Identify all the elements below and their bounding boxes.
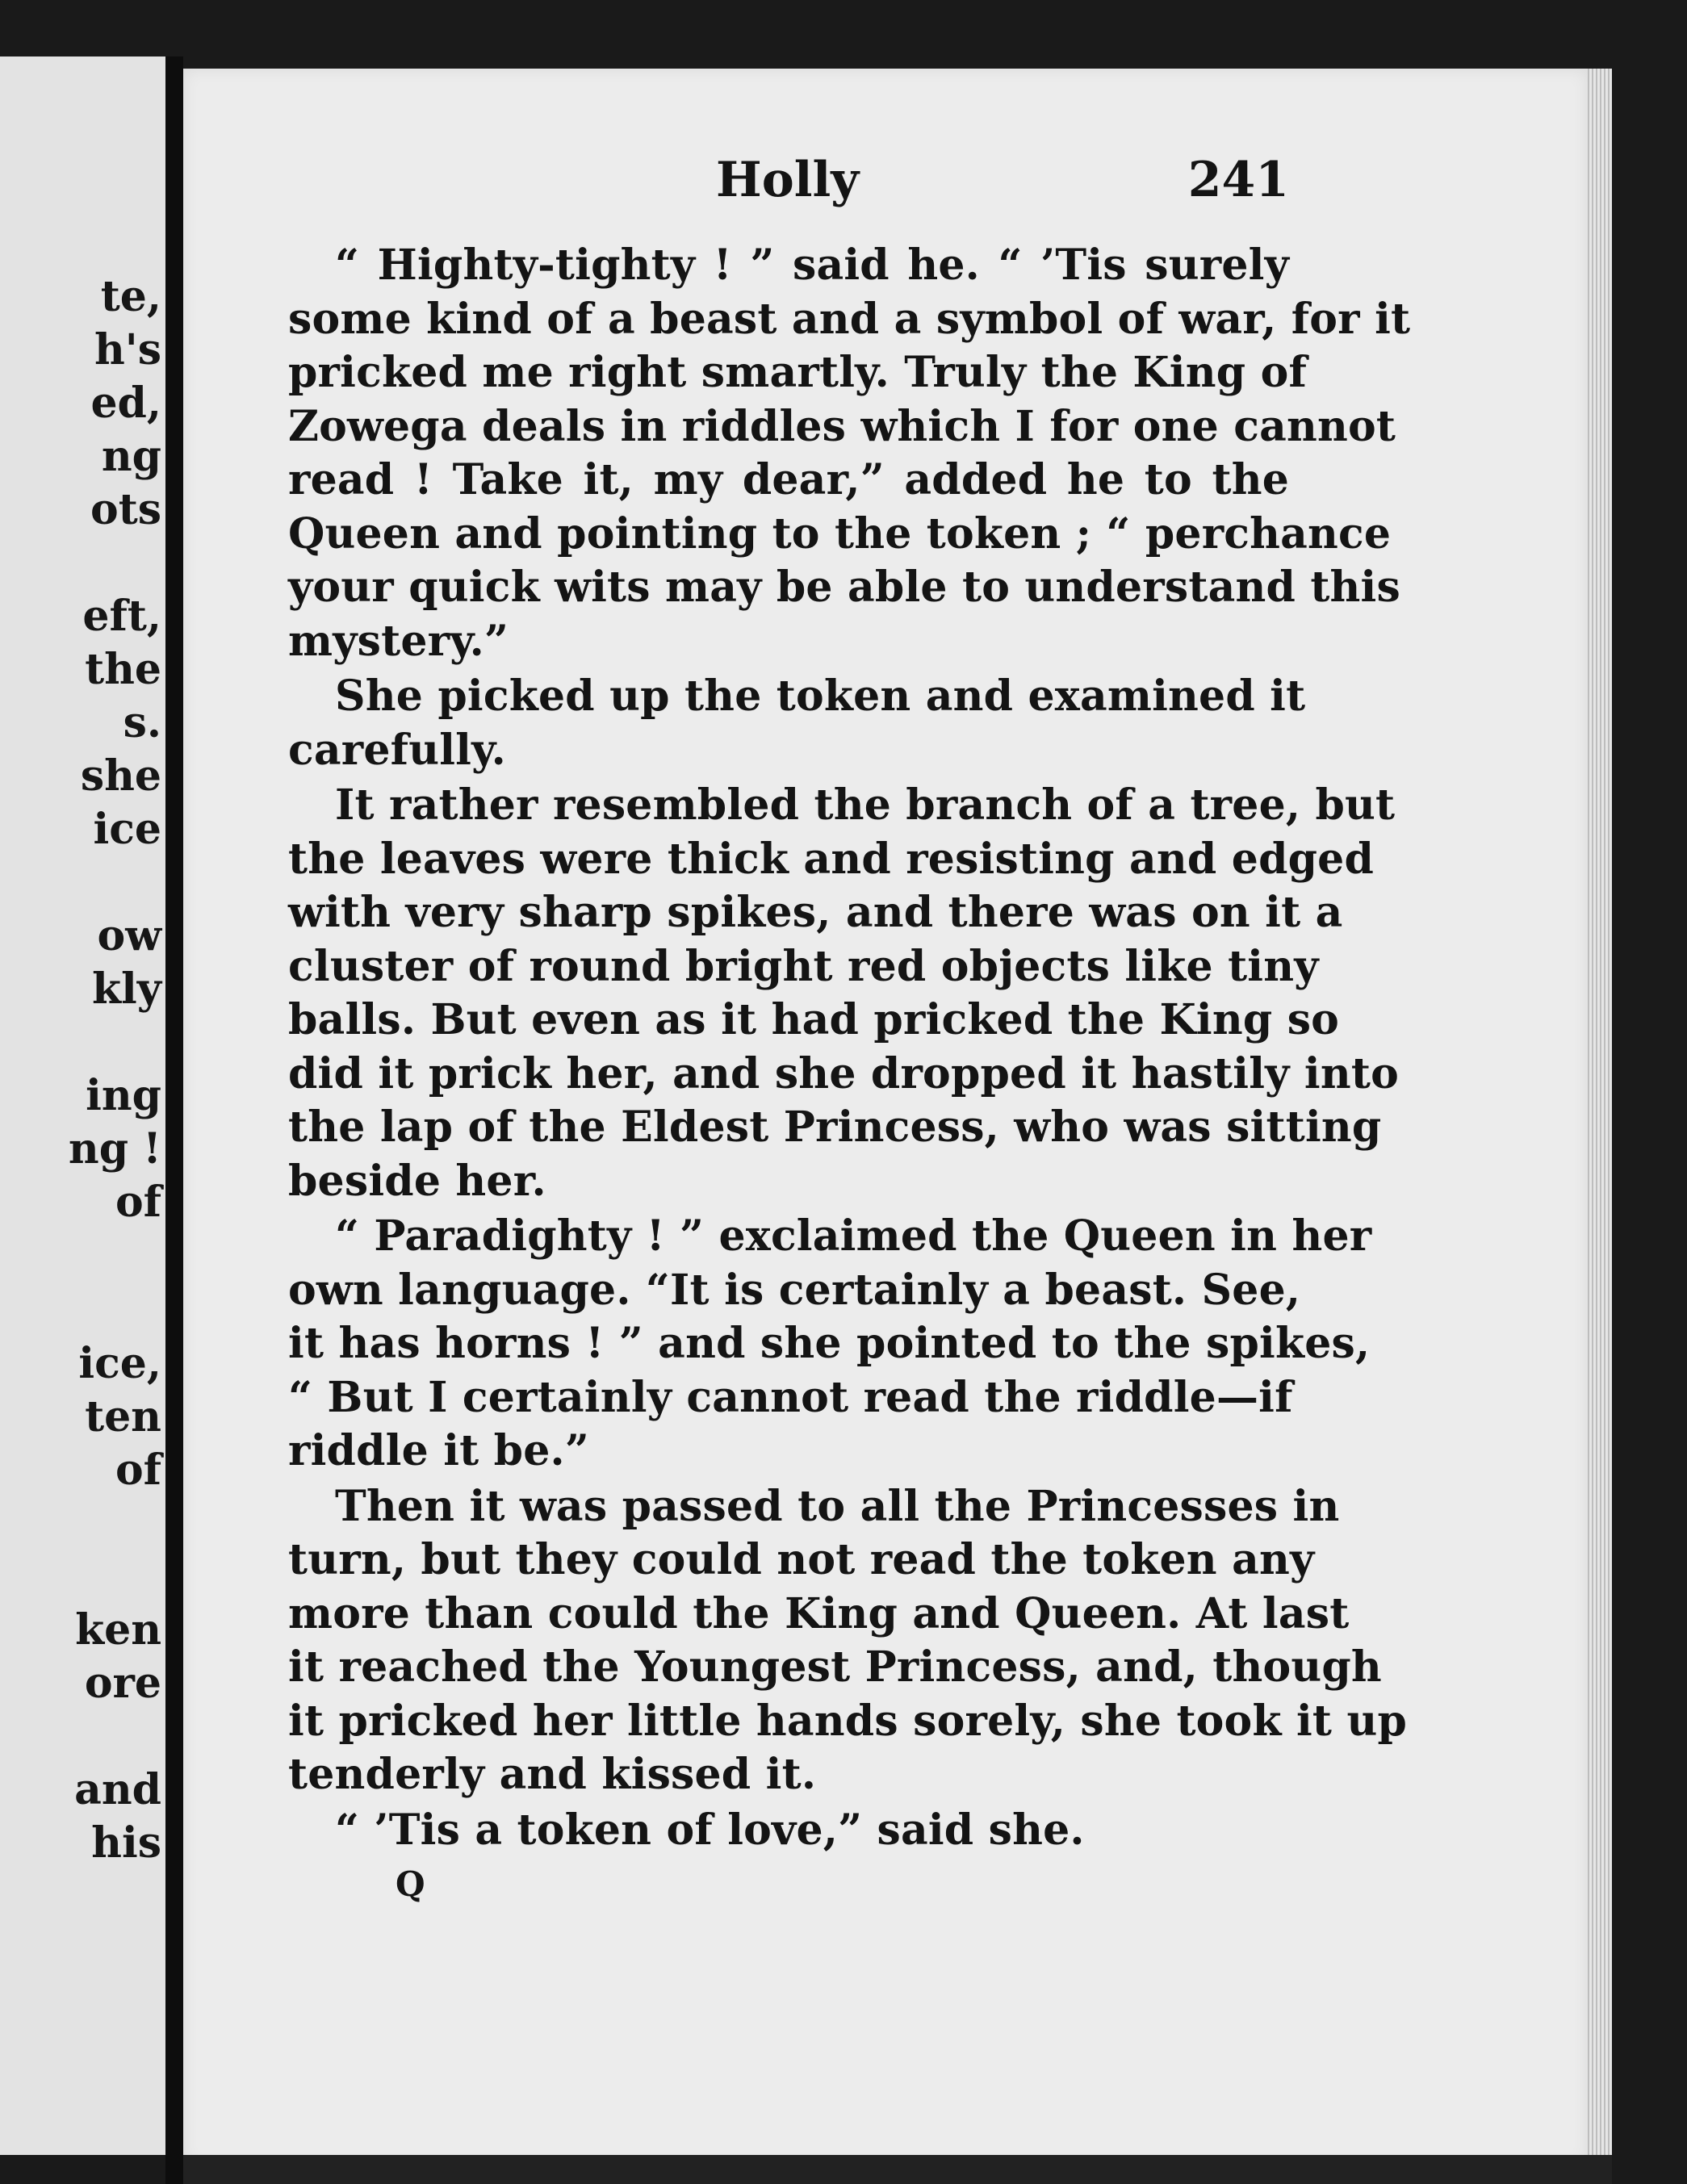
page-edges — [1588, 69, 1612, 2159]
bottom-shadow — [183, 2155, 1612, 2184]
text-line: own language. “It is certainly a beast. See, — [288, 1265, 1301, 1315]
left-fragment: h's — [94, 325, 161, 374]
text-line: balls. But even as it had pricked the King so — [288, 995, 1340, 1044]
body-text — [288, 239, 1411, 1857]
left-fragment: of — [115, 1446, 161, 1495]
text-line: it pricked her little hands sorely, she took it up — [288, 1696, 1408, 1746]
text-line: “ Highty-tighty ! ” said he. “ ’Tis surely — [335, 241, 1289, 290]
text-line: Then it was passed to all the Princesses in — [335, 1481, 1340, 1531]
left-fragment: ten — [85, 1392, 161, 1441]
left-fragment: ice — [93, 805, 161, 854]
left-fragment: te, — [100, 272, 161, 321]
left-fragment: ng ! — [68, 1124, 161, 1174]
text-line: more than could the King and Queen. At last — [288, 1588, 1350, 1638]
page-number: 241 — [1187, 152, 1289, 208]
left-fragment: ed, — [90, 379, 161, 428]
text-line: cluster of round bright red objects like tiny — [288, 941, 1319, 991]
left-fragment: kly — [92, 964, 161, 1014]
page-header — [288, 152, 1289, 220]
text-line: Queen and pointing to the token ; “ perchance — [288, 508, 1392, 559]
text-line: pricked me right smartly. Truly the King of — [288, 348, 1308, 397]
signature-mark: Q — [396, 1864, 425, 1904]
left-fragment: eft, — [82, 592, 161, 641]
text-line: did it prick her, and she dropped it hastily into — [288, 1048, 1399, 1098]
left-fragment: ore — [84, 1659, 161, 1708]
left-fragment: the — [85, 645, 161, 694]
left-fragment: ice, — [78, 1339, 161, 1388]
text-line: riddle it be.” — [288, 1426, 589, 1475]
left-fragment: and — [74, 1765, 161, 1814]
text-line: mystery.” — [288, 616, 509, 666]
left-fragment: of — [115, 1178, 161, 1227]
left-fragment: ng — [101, 432, 161, 481]
text-line: it reached the Youngest Princess, and, though — [288, 1642, 1382, 1692]
left-fragment: s. — [123, 698, 161, 747]
text-line: “ Paradighty ! ” exclaimed the Queen in her — [335, 1211, 1372, 1261]
text-line: with very sharp spikes, and there was on it a — [288, 888, 1343, 937]
text-line: turn, but they could not read the token any — [288, 1535, 1315, 1584]
text-line: It rather resembled the branch of a tree, but — [335, 780, 1396, 830]
text-line: it has horns ! ” and she pointed to the spikes, — [288, 1319, 1371, 1368]
text-line: Zowega deals in riddles which I for one cannot — [288, 401, 1396, 451]
left-fragment: ing — [86, 1071, 161, 1120]
text-line: some kind of a beast and a symbol of war, for it — [288, 294, 1411, 344]
running-title: Holly — [716, 152, 860, 208]
text-line: “ ’Tis a token of love,” said she. — [335, 1805, 1085, 1855]
text-line: your quick wits may be able to understand this — [288, 563, 1400, 612]
left-fragment: she — [80, 751, 161, 801]
left-fragment: ken — [75, 1605, 161, 1655]
text-line: the lap of the Eldest Princess, who was sitting — [288, 1102, 1382, 1152]
text-line: tenderly and kissed it. — [288, 1750, 817, 1799]
text-line: read ! Take it, my dear,” added he to the — [288, 455, 1289, 504]
text-line: She picked up the token and examined it — [335, 672, 1306, 721]
left-fragment: ots — [90, 485, 161, 534]
text-line: carefully. — [288, 725, 506, 775]
previous-page-sliver — [0, 56, 165, 2155]
text-line: the leaves were thick and resisting and edged — [288, 834, 1375, 884]
left-fragment: his — [91, 1818, 161, 1868]
text-line: “ But I certainly cannot read the riddle—if — [288, 1372, 1293, 1422]
left-fragment: ow — [97, 911, 161, 960]
text-line: beside her. — [288, 1156, 546, 1206]
book-gutter — [165, 56, 183, 2184]
